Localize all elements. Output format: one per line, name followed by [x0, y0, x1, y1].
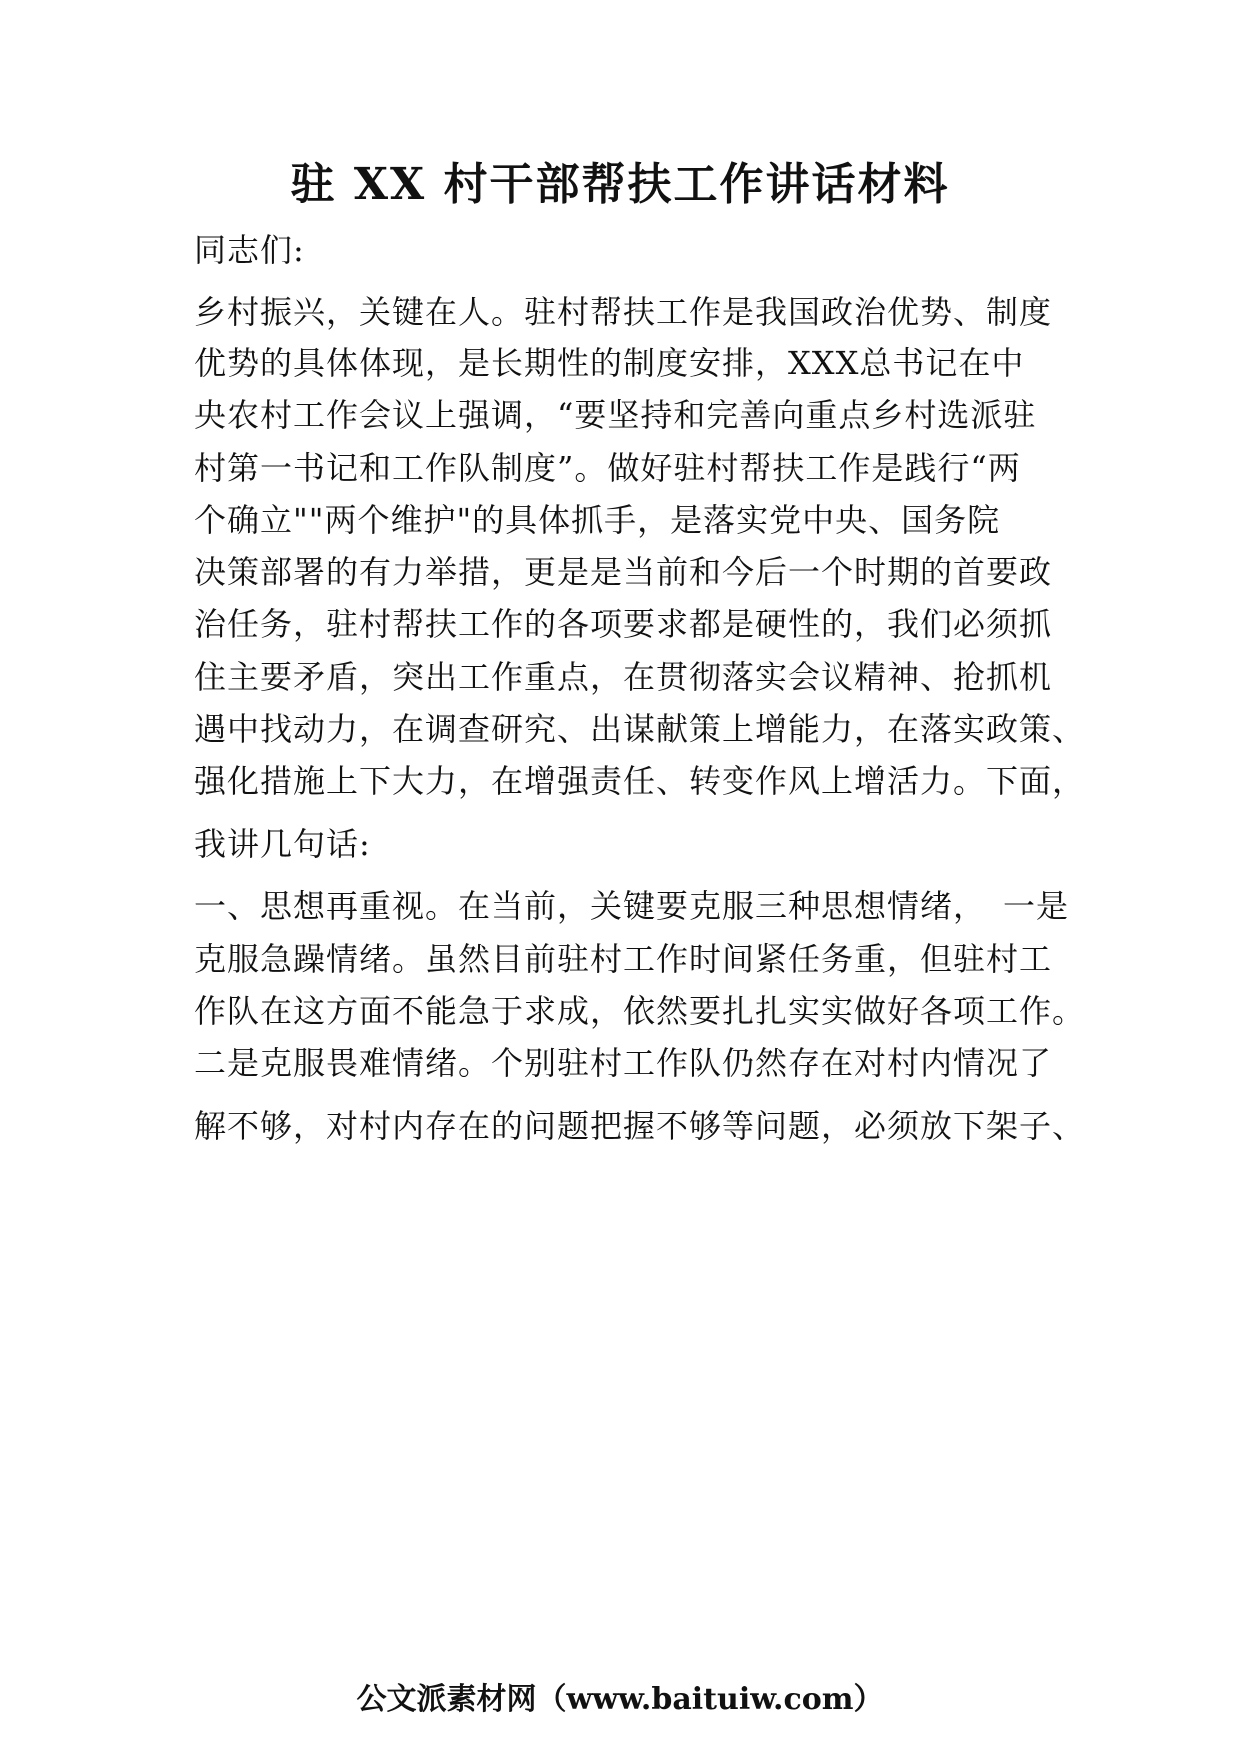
body-line: 克服急躁情绪。虽然目前驻村工作时间紧任务重，但驻村工 [194, 940, 1053, 978]
body-line: 遇中找动力，在调查研究、出谋献策上增能力，在落实政策、 [194, 710, 1086, 748]
body-line: 村第一书记和工作队制度”。做好驻村帮扶工作是践行“两 [194, 449, 1021, 487]
body-line: 住主要矛盾，突出工作重点，在贯彻落实会议精神、抢抓机 [194, 658, 1053, 696]
body-line: 二是克服畏难情绪。个别驻村工作队仍然存在对村内情况了 [194, 1044, 1053, 1082]
body-line: 乡村振兴，关键在人。驻村帮扶工作是我国政治优势、制度 [194, 293, 1053, 331]
salutation: 同志们: [194, 231, 305, 269]
body-line: 优势的具体体现，是长期性的制度安排，XXX总书记在中 [194, 344, 1025, 382]
section-heading-line: 一、思想再重视。在当前，关键要克服三种思想情绪， 一是 [194, 887, 1070, 925]
body-line: 强化措施上下大力，在增强责任、转变作风上增活力。下面， [194, 762, 1086, 800]
body-line: 作队在这方面不能急于求成，依然要扎扎实实做好各项工作。 [194, 992, 1086, 1030]
body-line: 解不够，对村内存在的问题把握不够等问题，必须放下架子、 [194, 1107, 1086, 1145]
body-line: 决策部署的有力举措，更是是当前和今后一个时期的首要政 [194, 553, 1053, 591]
body-line: 央农村工作会议上强调，“要坚持和完善向重点乡村选派驻 [194, 396, 1037, 434]
body-line: 我讲几句话: [194, 825, 371, 863]
body-line: 个确立""两个维护"的具体抓手，是落实党中央、国务院 [194, 501, 1001, 539]
footer-watermark: 公文派素材网（www.baituiw.com） [356, 1682, 884, 1717]
body-line: 治任务，驻村帮扶工作的各项要求都是硬性的，我们必须抓 [194, 605, 1053, 643]
document-title: 驻 XX 村干部帮扶工作讲话材料 [290, 159, 950, 210]
